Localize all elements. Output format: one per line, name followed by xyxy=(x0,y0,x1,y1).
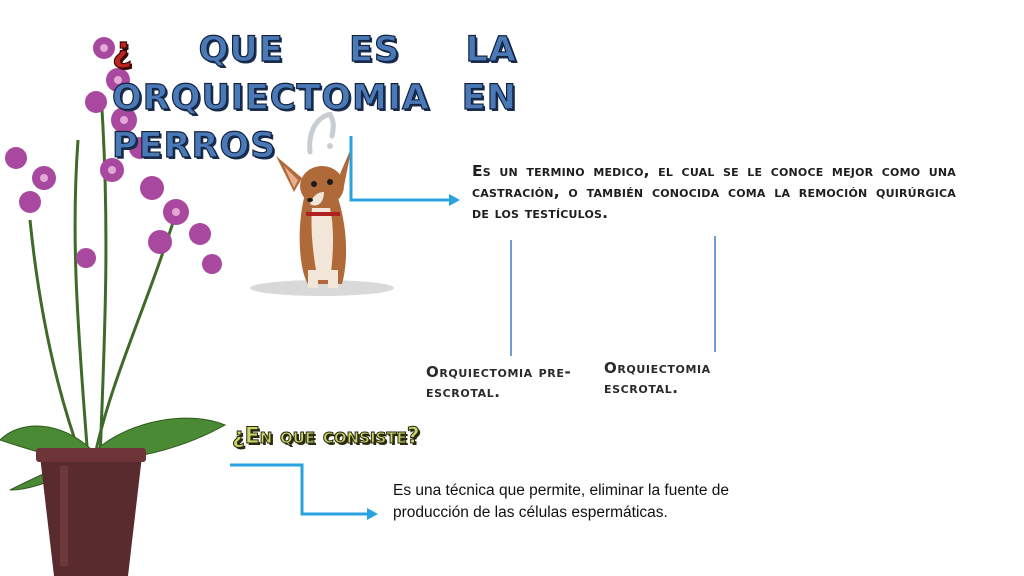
title-line-3 xyxy=(112,122,517,170)
title-word-que: QUE xyxy=(198,30,284,70)
title-word-es: ES xyxy=(349,30,401,70)
slide-title xyxy=(112,26,517,170)
section-subtitle: ¿En que consiste? xyxy=(232,424,420,449)
title-word-orquiectomia: ORQUIECTOMIA xyxy=(112,78,431,118)
title-word-perros: PERROS xyxy=(112,126,277,166)
title-word-la: LA xyxy=(465,30,517,70)
branch-orquiectomia-pre-escrotal: Orquiectomia pre-escrotal. xyxy=(426,363,572,401)
title-line-1 xyxy=(112,26,517,74)
title-line-2 xyxy=(112,74,517,122)
title-word-en: EN xyxy=(461,78,517,118)
explanation-text: Es una técnica que permite, eliminar la fuente de producción de las células espermáticas. xyxy=(393,482,730,521)
branch-orquiectomia-escrotal: Orquiectomia escrotal. xyxy=(604,359,711,397)
title-question-open: ¿ xyxy=(112,30,134,70)
definition-text: Es un termino medico, el cual se le conoce mejor como una castración, o también conocida coma la remoción quirúrgica de los testículos. xyxy=(472,162,956,222)
